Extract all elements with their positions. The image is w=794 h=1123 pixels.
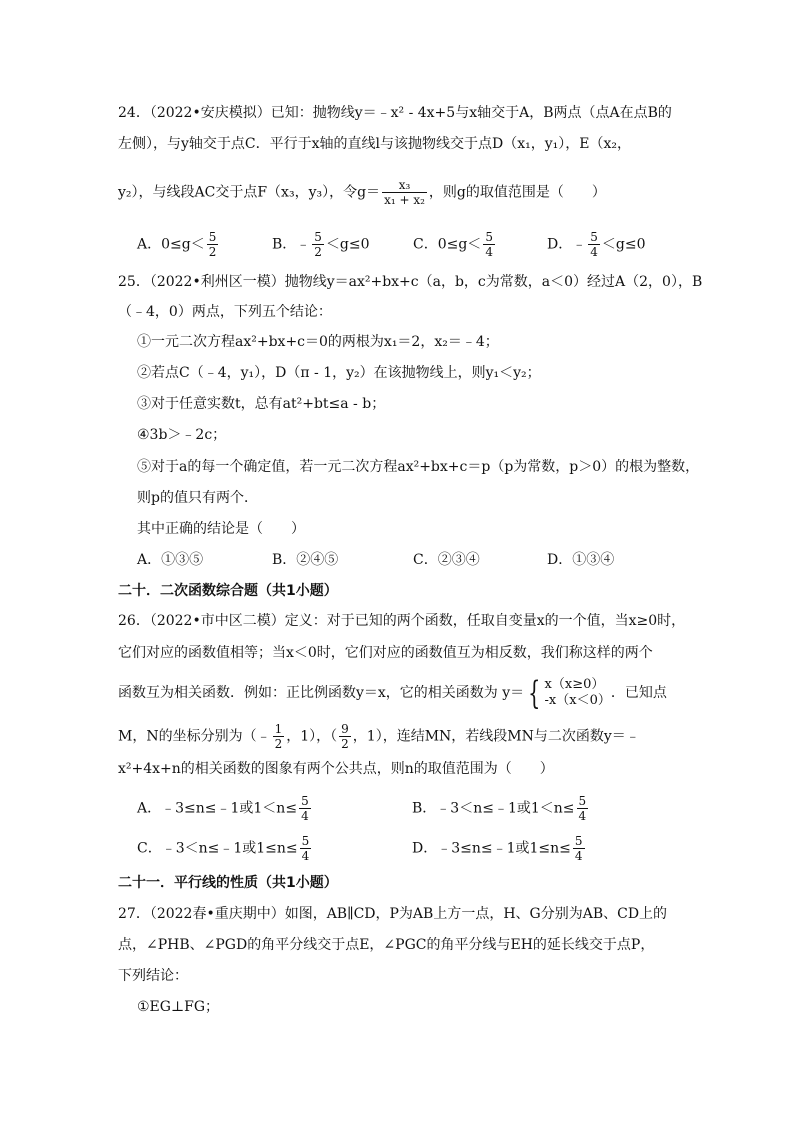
section-heading-21: 二十一．平行线的性质（共1小题） [118, 875, 338, 891]
q25-line2: （﹣4，0）两点，下列五个结论： [118, 304, 332, 320]
q24-option-b-text: B．﹣ [272, 236, 311, 253]
q25-statement-5b: 则p的值只有两个． [137, 490, 258, 506]
q26-option-c-fraction [300, 834, 312, 863]
q24-option-a[interactable] [137, 230, 220, 259]
q26-option-c-den: 4 [301, 849, 310, 863]
q25-statement-5a: ⑤对于a的每一个确定值，若一元二次方程ax²+bx+c＝p（p为常数，p＞0）的根为整数， [137, 459, 700, 475]
q26-option-a-fraction [299, 794, 311, 823]
q24-option-b-fraction [312, 230, 324, 259]
q25-statement-2: ②若点C（﹣4，y₁），D（π - 1，y₂）在该抛物线上，则y₁＜y₂； [137, 365, 541, 381]
q24-line2: 左侧），与y轴交于点C．平行于x轴的直线l与该抛物线交于点D（x₁，y₁），E（x₂， [118, 136, 631, 152]
q24-g-denominator: x₁ + x₂ [384, 193, 425, 207]
q24-option-d-tail: ＜g≤0 [601, 236, 646, 253]
q24-option-a-fraction [207, 230, 219, 259]
q24-option-c-fraction [483, 230, 495, 259]
q26-option-b-den: 4 [578, 809, 587, 823]
q26-line2: 它们对应的函数值相等；当x＜0时，它们对应的函数值互为相反数，我们称这样的两个 [118, 645, 653, 661]
q24-line3-text-a: y₂），与线段AC交于点F（x₃，y₃），令g＝ [118, 184, 381, 201]
q26-option-d-den: 4 [574, 849, 583, 863]
q26-line4-text-m: ，1），（ [286, 728, 338, 745]
q24-option-a-text: A．0≤g＜ [137, 236, 205, 253]
q26-option-d-fraction [573, 834, 585, 863]
q26-n-num: 9 [341, 722, 349, 736]
q26-option-b-fraction [577, 794, 589, 823]
q26-option-b-text: B．﹣3＜n≤﹣1或1＜n≤ [412, 800, 575, 817]
q26-piecewise [545, 677, 611, 709]
q26-line3-text-a: 函数互为相关函数．例如：正比例函数y＝x，它的相关函数为 y＝ [118, 685, 525, 701]
q26-option-d[interactable] [412, 834, 587, 863]
q26-option-b[interactable] [412, 794, 590, 823]
q24-option-c-text: C．0≤g＜ [413, 236, 482, 253]
q27-line1: 27．（2022春•重庆期中）如图，AB∥CD，P为AB上方一点，H、G分别为AB、CD上的 [118, 906, 668, 922]
q26-option-c-num: 5 [301, 834, 310, 848]
section-heading-20: 二十．二次函数综合题（共1小题） [118, 583, 338, 599]
q26-line4-text-b: ，1），连结MN，若线段MN与二次函数y＝﹣ [352, 728, 640, 745]
q26-m-den: 2 [274, 737, 283, 751]
q25-statement-1: ①一元二次方程ax²+bx+c＝0的两根为x₁＝2，x₂＝﹣4； [137, 334, 499, 350]
q25-option-c[interactable]: C．②③④ [413, 552, 480, 568]
q26-option-d-num: 5 [574, 834, 583, 848]
q26-line1: 26．（2022•市中区二模）定义：对于已知的两个函数，任取自变量x的一个值，当x≥0时， [118, 613, 686, 629]
q24-option-a-num: 5 [208, 230, 217, 244]
q26-line3-text-b: ．已知点 [610, 685, 667, 701]
q24-line1: 24．（2022•安庆模拟）已知：抛物线y＝﹣x² - 4x+5与x轴交于A，B两点（点A在点B的 [118, 105, 672, 121]
q25-ask: 其中正确的结论是（ ） [137, 521, 305, 537]
q26-m-fraction [273, 722, 285, 751]
q25-statement-4: ④3b＞﹣2c； [137, 427, 227, 443]
q24-option-d-num: 5 [590, 230, 598, 244]
q27-line2: 点，∠PHB、∠PGD的角平分线交于点E，∠PGC的角平分线与EH的延长线交于点P， [118, 937, 655, 953]
q26-option-a-num: 5 [301, 794, 309, 808]
q24-option-b-num: 5 [314, 230, 322, 244]
q26-m-num: 1 [274, 722, 283, 736]
q26-line4 [118, 722, 640, 751]
q24-option-b-den: 2 [314, 245, 322, 259]
q26-option-c-text: C．﹣3＜n≤﹣1或1≤n≤ [137, 840, 298, 857]
q24-option-d-den: 4 [590, 245, 598, 259]
q26-option-a-text: A．﹣3≤n≤﹣1或1＜n≤ [137, 800, 298, 817]
q27-statement-1: ①EG⊥FG； [137, 999, 220, 1015]
q26-option-a[interactable] [137, 794, 313, 823]
q25-option-a[interactable]: A．①③⑤ [137, 552, 204, 568]
q26-line4-text-a: M，N的坐标分别为（﹣ [118, 728, 271, 745]
q24-option-d-text: D．﹣ [547, 236, 587, 253]
q26-n-den: 2 [341, 737, 349, 751]
q24-line3-text-b: ，则g的取值范围是（ ） [428, 184, 606, 201]
q25-option-b[interactable]: B．②④⑤ [272, 552, 339, 568]
q26-line5: x²+4x+n的相关函数的图象有两个公共点，则n的取值范围为（ ） [118, 761, 554, 777]
q24-option-c-num: 5 [485, 230, 493, 244]
q26-piecewise-case2: -x（x＜0） [544, 693, 611, 708]
q24-option-a-den: 2 [208, 245, 217, 259]
q25-line1: 25．（2022•利州区一模）抛物线y＝ax²+bx+c（a，b，c为常数，a＜0）经过A（2，0），B [118, 274, 703, 290]
q26-line3 [118, 674, 667, 712]
q24-option-b[interactable] [272, 230, 370, 259]
q24-line3 [118, 178, 606, 207]
q24-g-numerator: x₃ [382, 178, 427, 193]
q26-option-d-text: D．﹣3≤n≤﹣1或1≤n≤ [412, 840, 571, 857]
q24-option-c-den: 4 [485, 245, 493, 259]
q26-option-c[interactable] [137, 834, 313, 863]
q24-g-fraction [382, 178, 427, 207]
q24-option-d-fraction [588, 230, 600, 259]
q25-option-d[interactable]: D．①③④ [547, 552, 615, 568]
q25-statement-3: ③对于任意实数t，总有at²+bt≤a - b； [137, 396, 386, 412]
q24-option-d[interactable] [547, 230, 645, 259]
q24-option-c[interactable] [413, 230, 497, 259]
q26-n-fraction [339, 722, 351, 751]
q26-option-b-num: 5 [578, 794, 587, 808]
q26-piecewise-case1: x（x≥0） [544, 677, 605, 692]
piecewise-brace: { [528, 674, 541, 712]
q24-option-b-tail: ＜g≤0 [325, 236, 370, 253]
q26-option-a-den: 4 [301, 809, 309, 823]
q27-line3: 下列结论： [118, 968, 188, 984]
